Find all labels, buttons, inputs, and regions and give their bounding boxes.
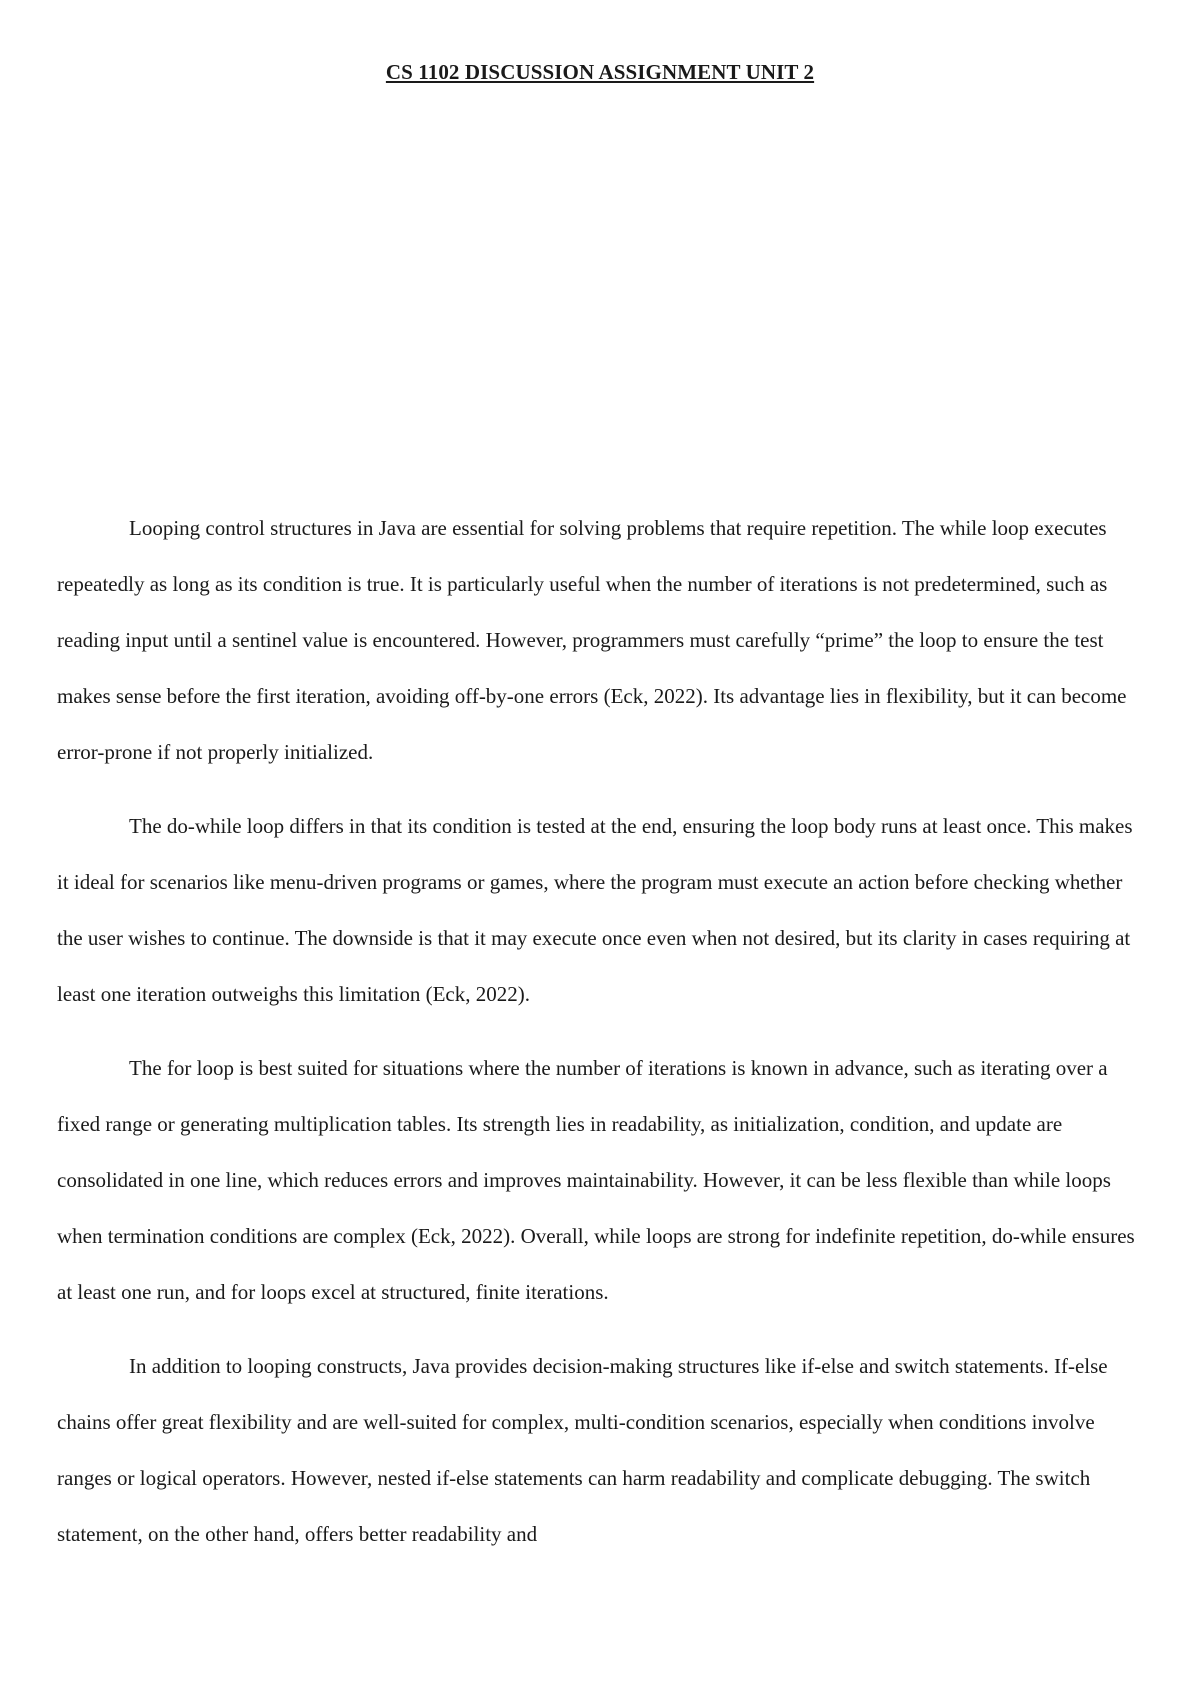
paragraph-for-loop: The for loop is best suited for situations where the number of iterations is known in advance, such as iterating over a fixed range or generating multiplication tables. Its strength lies in readability, as initialization, condition, and update are consolidated in one line, which reduces errors and improves maintainability. However, it can be less flexible than while loops when termination conditions are complex (Eck, 2022). Overall, while loops are strong for indefinite repetition, do-while ensures at least one run, and for loops excel at structured, finite iterations.: [57, 1056, 1135, 1304]
document-title: CS 1102 DISCUSSION ASSIGNMENT UNIT 2: [385, 60, 815, 84]
paragraph-while-loop: Looping control structures in Java are essential for solving problems that require repetition. The while loop executes repeatedly as long as its condition is true. It is particularly useful when the number of iterations is not predetermined, such as reading input until a sentinel value is encountered. However, programmers must carefully “prime” the loop to ensure the test makes sense before the first iteration, avoiding off-by-one errors (Eck, 2022). Its advantage lies in flexibility, but it can become error-prone if not properly initialized.: [57, 516, 1127, 764]
paragraph-do-while-loop: The do-while loop differs in that its condition is tested at the end, ensuring the loop body runs at least once. This makes it ideal for scenarios like menu-driven programs or games, where the program must execute an action before checking whether the user wishes to continue. The downside is that it may execute once even when not desired, but its clarity in cases requiring at least one iteration outweighs this limitation (Eck, 2022).: [57, 814, 1133, 1006]
paragraph-decision-structures: In addition to looping constructs, Java provides decision-making structures like if-else and switch statements. If-else chains offer great flexibility and are well-suited for complex, multi-condition scenarios, especially when conditions involve ranges or logical operators. However, nested if-else statements can harm readability and complicate debugging. The switch statement, on the other hand, offers better readability and: [57, 1354, 1108, 1546]
document-body: [57, 500, 1149, 1580]
